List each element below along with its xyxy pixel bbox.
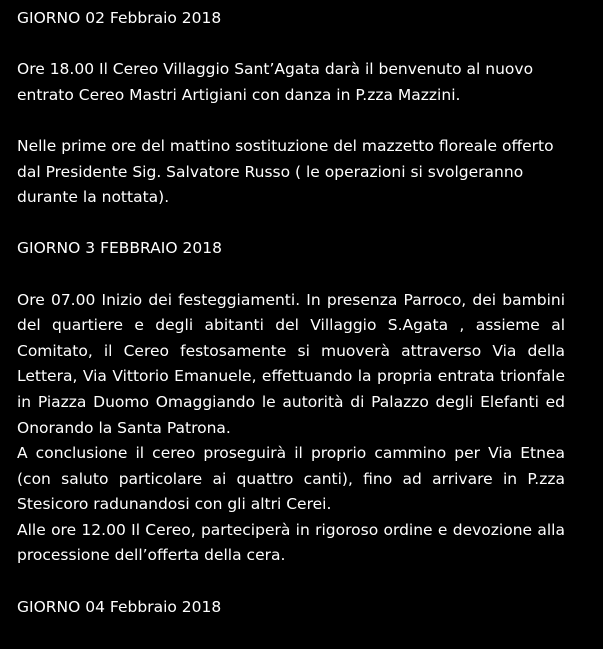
spacer xyxy=(17,262,565,288)
day1-heading: GIORNO 02 Febbraio 2018 xyxy=(17,9,222,27)
day1-paragraph-arrival: Ore 18.00 Il Cereo Villaggio Sant’Agata darà il benvenuto al nuovo entrato Cereo Mastri Artigiani con danza in P.zza Mazzini. xyxy=(17,60,534,104)
day2-paragraph-start: Ore 07.00 Inizio dei festeggiamenti. In presenza Parroco, dei bambini del quartiere e degli abitanti del Villaggio S.Agata , assieme al Comitato, il Cereo festosamente si muoverà attraverso Via della Lettera, Via Vittorio Emanuele, effettuando la propria entrata trionfale in Piazza Duomo Omaggiando le autorità di Palazzo degli Elefanti ed Onorando la Santa Patrona. xyxy=(17,290,565,437)
spacer xyxy=(17,32,565,58)
day2-paragraph-offering: Alle ore 12.00 Il Cereo, parteciperà in rigoroso ordine e devozione alla processione dell’offerta della cera. xyxy=(17,520,565,565)
day2-paragraph-procession: A conclusione il cereo proseguirà il proprio cammino per Via Etnea (con saluto particolare ai quattro canti), fino ad arrivare in P.zza Stesicoro radunandosi con gli altri Cerei. xyxy=(17,444,565,514)
spacer xyxy=(17,211,565,237)
day3-heading: GIORNO 04 Febbraio 2018 xyxy=(17,597,222,616)
spacer xyxy=(17,569,565,595)
day1-paragraph-flowers: Nelle prime ore del mattino sostituzione del mazzetto floreale offerto dal Presidente Sig. Salvatore Russo ( le operazioni si svolgeranno durante la nottata). xyxy=(17,136,554,207)
spacer xyxy=(17,108,565,134)
day2-heading: GIORNO 3 FEBBRAIO 2018 xyxy=(17,239,222,258)
